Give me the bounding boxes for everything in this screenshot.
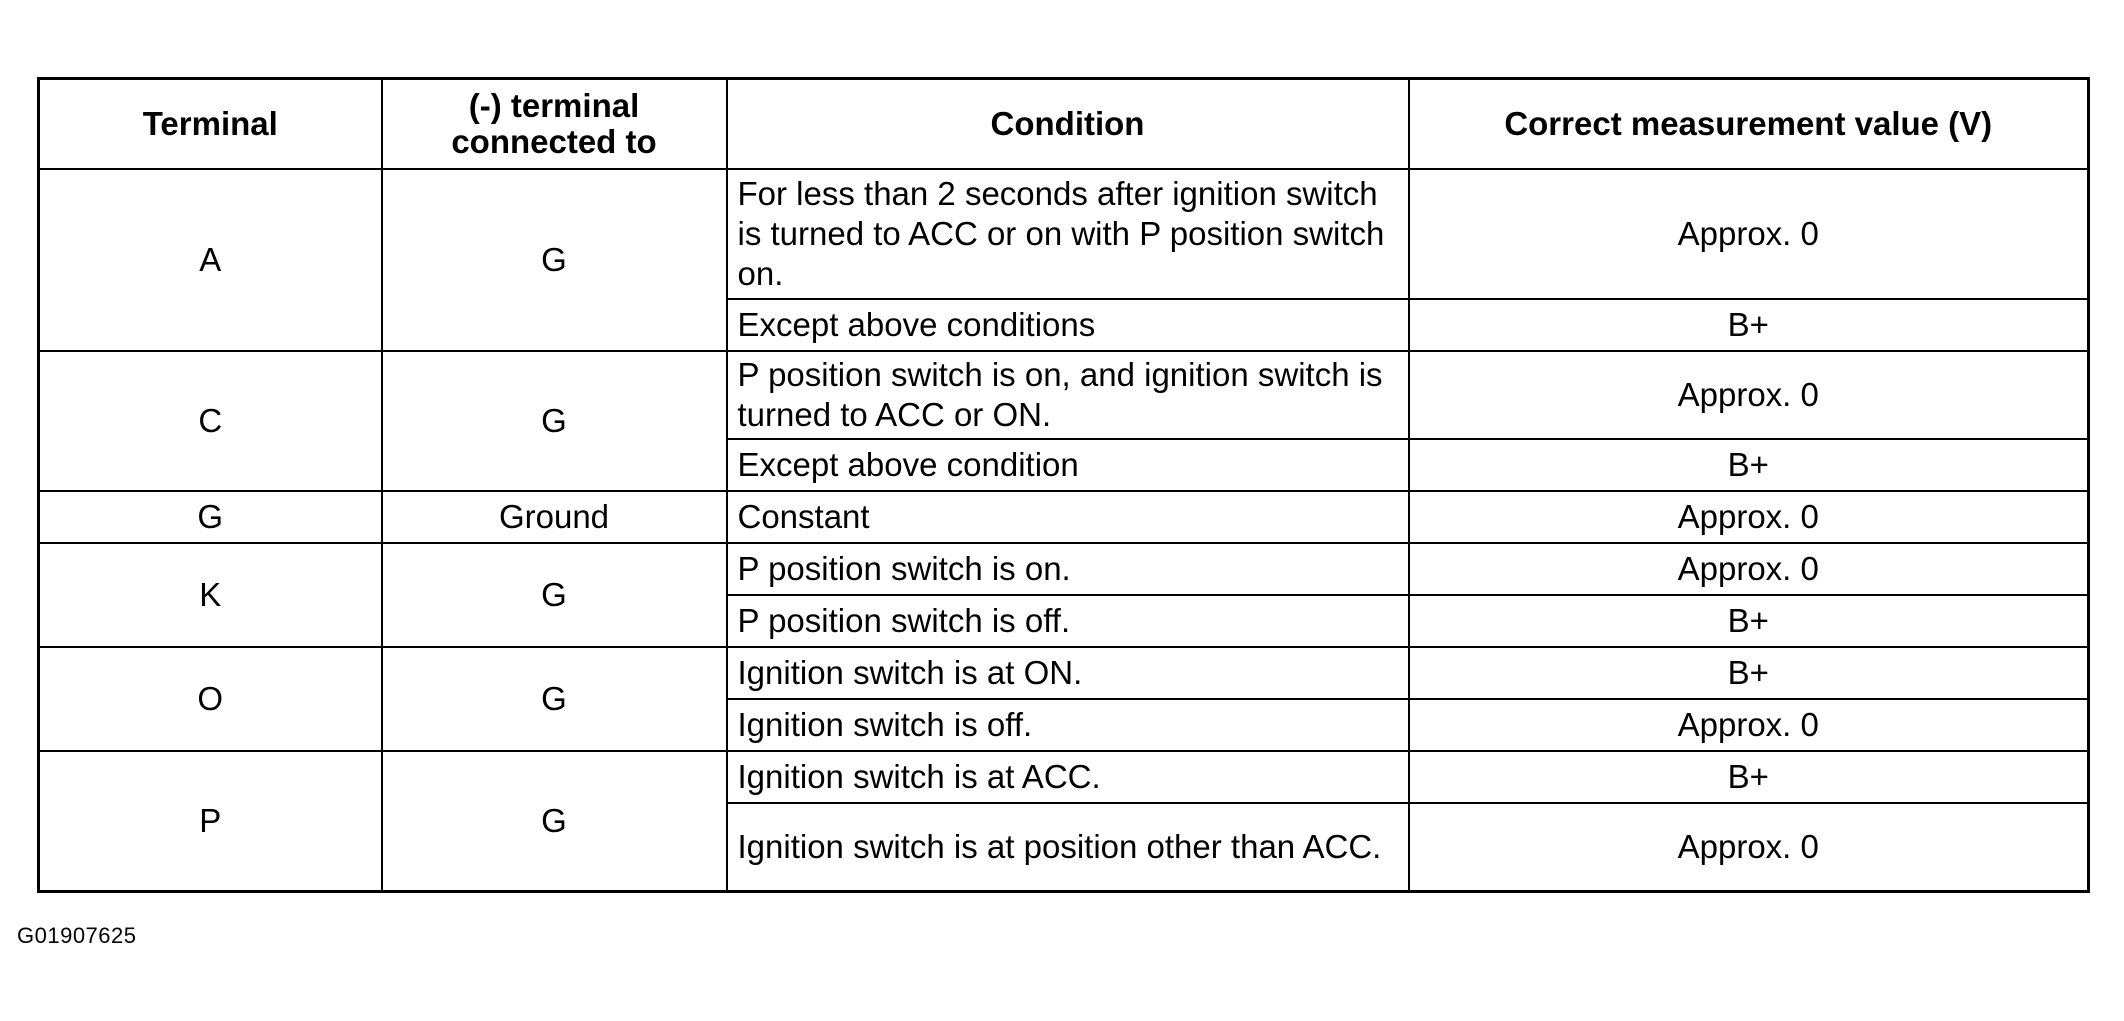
table-row xyxy=(39,491,2089,543)
header-measurement-value: Correct measurement value (V) xyxy=(1409,79,2089,170)
header-terminal: Terminal xyxy=(39,79,382,170)
connected-to-cell: G xyxy=(382,751,727,892)
document-code: G01907625 xyxy=(17,923,137,948)
terminal-cell: G xyxy=(39,491,382,543)
condition-cell: Constant xyxy=(727,491,1409,543)
value-cell: B+ xyxy=(1409,595,2089,647)
terminal-cell: A xyxy=(39,169,382,351)
value-cell: Approx. 0 xyxy=(1409,543,2089,595)
condition-cell: Ignition switch is off. xyxy=(727,699,1409,751)
value-cell: Approx. 0 xyxy=(1409,699,2089,751)
terminal-cell: K xyxy=(39,543,382,647)
terminal-cell: P xyxy=(39,751,382,892)
table-row xyxy=(39,647,2089,699)
table-row xyxy=(39,169,2089,299)
condition-cell: P position switch is on. xyxy=(727,543,1409,595)
value-cell: B+ xyxy=(1409,439,2089,491)
value-cell: B+ xyxy=(1409,299,2089,351)
table-row xyxy=(39,751,2089,803)
table-row xyxy=(39,543,2089,595)
connected-to-cell: G xyxy=(382,543,727,647)
value-cell: Approx. 0 xyxy=(1409,351,2089,439)
condition-cell: Except above conditions xyxy=(727,299,1409,351)
value-cell: Approx. 0 xyxy=(1409,169,2089,299)
condition-cell: Ignition switch is at ON. xyxy=(727,647,1409,699)
condition-cell: Except above condition xyxy=(727,439,1409,491)
value-cell: Approx. 0 xyxy=(1409,491,2089,543)
connected-to-cell: G xyxy=(382,647,727,751)
table-row xyxy=(39,351,2089,439)
value-cell: Approx. 0 xyxy=(1409,803,2089,892)
terminal-cell: C xyxy=(39,351,382,491)
connected-to-cell: G xyxy=(382,351,727,491)
condition-cell: For less than 2 seconds after ignition switch is turned to ACC or on with P position switch on. xyxy=(727,169,1409,299)
header-condition: Condition xyxy=(727,79,1409,170)
terminal-measurement-table xyxy=(37,77,2090,893)
value-cell: B+ xyxy=(1409,647,2089,699)
condition-cell: Ignition switch is at ACC. xyxy=(727,751,1409,803)
connected-to-cell: Ground xyxy=(382,491,727,543)
condition-cell: Ignition switch is at position other than ACC. xyxy=(727,803,1409,892)
value-cell: B+ xyxy=(1409,751,2089,803)
header-negative-terminal xyxy=(382,79,727,170)
condition-cell: P position switch is on, and ignition switch is turned to ACC or ON. xyxy=(727,351,1409,439)
header-negative-terminal-line1: (-) terminal xyxy=(468,87,640,124)
condition-cell: P position switch is off. xyxy=(727,595,1409,647)
connected-to-cell: G xyxy=(382,169,727,351)
terminal-cell: O xyxy=(39,647,382,751)
header-negative-terminal-line2: connected to xyxy=(451,123,657,160)
table-header-row xyxy=(39,79,2089,170)
